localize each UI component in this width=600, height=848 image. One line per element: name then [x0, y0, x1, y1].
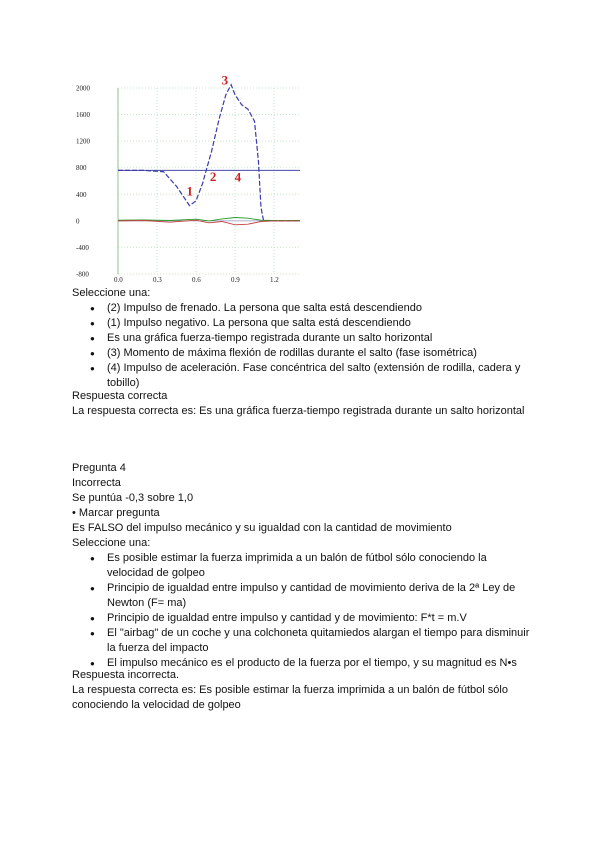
q4-option[interactable]: ● El impulso mecánico es el producto de la fuerza por el tiempo, y su magnitud es N•s — [90, 656, 530, 671]
q4-option[interactable]: ● Principio de igualdad entre impulso y cantidad y de movimiento: F*t = m.V — [90, 611, 530, 626]
force-time-chart — [74, 74, 306, 286]
q3-correct-answer: La respuesta correcta es: Es una gráfica fuerza-tiempo registrada durante un salto horizontal — [72, 405, 525, 417]
q4-state: Incorrecta — [72, 477, 121, 489]
q4-title: Pregunta 4 — [72, 462, 126, 474]
series-line — [118, 85, 300, 221]
x-tick-label: 0.6 — [192, 276, 201, 284]
chart-svg — [74, 74, 306, 286]
y-tick-label: 1600 — [76, 111, 90, 120]
annotation-label: 3 — [221, 74, 229, 88]
x-tick-label: 0.0 — [114, 276, 123, 284]
y-tick-label: 800 — [76, 164, 87, 173]
q3-option[interactable]: ● (3) Momento de máxima flexión de rodillas durante el salto (fase isométrica) — [90, 346, 530, 361]
q4-option[interactable]: ● Principio de igualdad entre impulso y cantidad de movimiento deriva de la 2ª Ley de Newton (F= ma) — [90, 581, 530, 611]
q3-option[interactable]: ● (2) Impulso de frenado. La persona que salta está descendiendo — [90, 301, 530, 316]
q4-score: Se puntúa -0,3 sobre 1,0 — [72, 492, 194, 504]
y-tick-label: 1200 — [76, 137, 90, 146]
y-tick-label: 2000 — [76, 84, 90, 93]
q4-correct-answer: La respuesta correcta es: Es posible estimar la fuerza imprimida a un balón de fútbol sólo conociendo la velocidad de golpeo — [72, 684, 508, 711]
q4-options — [90, 551, 530, 671]
q4-select-label: Seleccione una: — [72, 537, 151, 549]
annotation-label: 4 — [234, 169, 242, 185]
q4-option[interactable]: ● El "airbag" de un coche y una colchoneta quitamiedos alargan el tiempo para disminuir la fuerza del impacto — [90, 626, 530, 656]
q3-option[interactable]: ● Es una gráfica fuerza-tiempo registrada durante un salto horizontal — [90, 331, 530, 346]
q4-question-text: Es FALSO del impulso mecánico y su igualdad con la cantidad de movimiento — [72, 522, 452, 534]
x-tick-label: 1.2 — [270, 276, 279, 284]
q3-option[interactable]: ● (1) Impulso negativo. La persona que salta está descendiendo — [90, 316, 530, 331]
q4-flag-link[interactable]: • Marcar pregunta — [72, 507, 160, 519]
q4-option[interactable]: ● Es posible estimar la fuerza imprimida a un balón de fútbol sólo conociendo la velocidad de golpeo — [90, 551, 530, 581]
x-tick-label: 0.9 — [231, 276, 240, 284]
q3-option[interactable]: ● (4) Impulso de aceleración. Fase concéntrica del salto (extensión de rodilla, cadera y tobillo) — [90, 361, 530, 391]
y-tick-label: 400 — [76, 190, 87, 199]
y-tick-label: -800 — [76, 270, 89, 279]
q3-options — [90, 301, 530, 391]
annotation-label: 2 — [209, 169, 217, 184]
y-tick-label: 0 — [76, 217, 80, 226]
q4-status: Respuesta incorrecta. — [72, 669, 179, 681]
x-tick-label: 0.3 — [153, 276, 162, 284]
q3-status: Respuesta correcta — [72, 390, 168, 402]
y-tick-label: -400 — [76, 243, 89, 252]
annotation-label: 1 — [186, 183, 193, 199]
q3-select-label: Seleccione una: — [72, 287, 151, 299]
